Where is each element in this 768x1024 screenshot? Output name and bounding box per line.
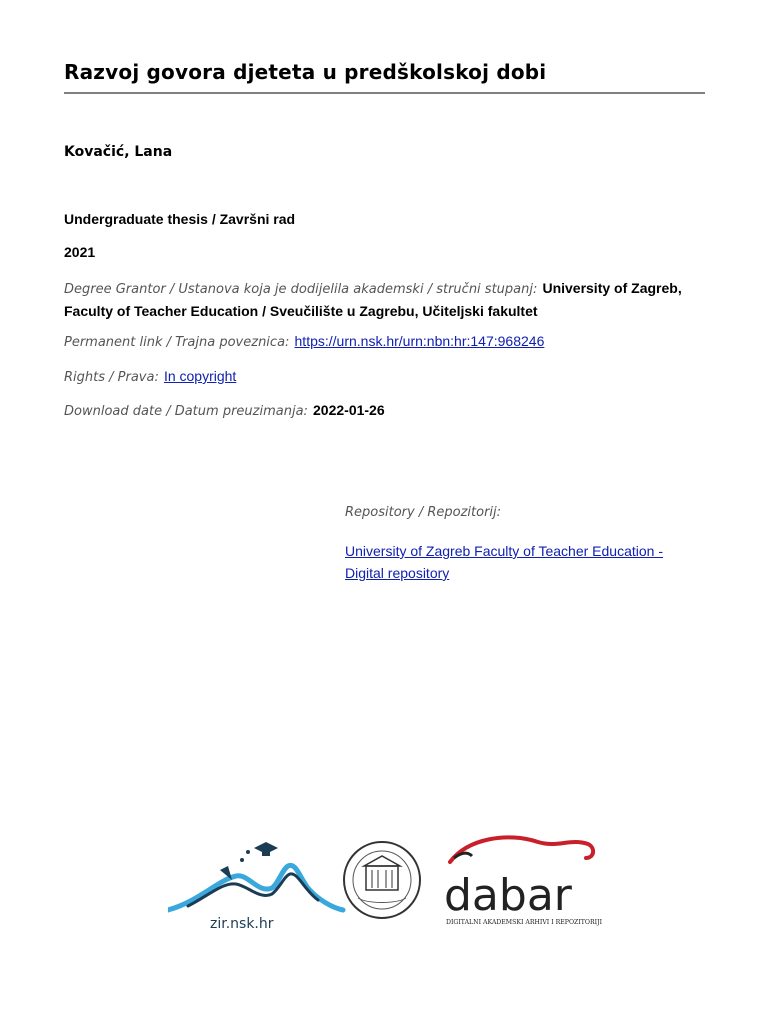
rights-link[interactable]: In copyright bbox=[163, 368, 237, 384]
thesis-type: Undergraduate thesis / Završni rad bbox=[64, 211, 296, 227]
permanent-link-row bbox=[64, 331, 544, 350]
repository-label: Repository / Repozitorij: bbox=[345, 505, 502, 520]
repository-row bbox=[345, 540, 675, 584]
thesis-year: 2021 bbox=[64, 244, 96, 260]
download-date-value: 2022-01-26 bbox=[313, 402, 385, 418]
zir-logo-text: zir.nsk.hr bbox=[210, 916, 274, 932]
page-title: Razvoj govora djeteta u predškolskoj dobi bbox=[64, 60, 547, 84]
zir-logo[interactable] bbox=[168, 842, 343, 932]
footer-logos bbox=[168, 818, 608, 938]
rights-row bbox=[64, 366, 236, 385]
dabar-logo-subtitle: DIGITALNI AKADEMSKI ARHIVI I REPOZITORIJI bbox=[446, 919, 603, 926]
repository-link[interactable]: University of Zagreb Faculty of Teacher Education - Digital repository bbox=[345, 543, 664, 581]
degree-grantor-value: University of Zagreb, Faculty of Teacher Education / Sveučilište u Zagrebu, Učiteljski fakultet bbox=[64, 280, 682, 319]
download-date-row bbox=[64, 400, 385, 419]
degree-grantor bbox=[64, 277, 704, 322]
university-seal bbox=[344, 842, 420, 918]
download-date-label: Download date / Datum preuzimanja: bbox=[64, 404, 308, 419]
title-divider bbox=[64, 92, 705, 94]
dabar-logo-text: dabar bbox=[444, 870, 572, 921]
dabar-logo[interactable] bbox=[444, 837, 603, 926]
permanent-link-label: Permanent link / Trajna poveznica: bbox=[64, 335, 290, 350]
author-name: Kovačić, Lana bbox=[64, 144, 173, 160]
degree-grantor-label: Degree Grantor / Ustanova koja je dodijelila akademski / stručni stupanj: bbox=[64, 282, 538, 297]
permanent-link[interactable]: https://urn.nsk.hr/urn:nbn:hr:147:968246 bbox=[294, 333, 545, 349]
rights-label: Rights / Prava: bbox=[64, 370, 159, 385]
